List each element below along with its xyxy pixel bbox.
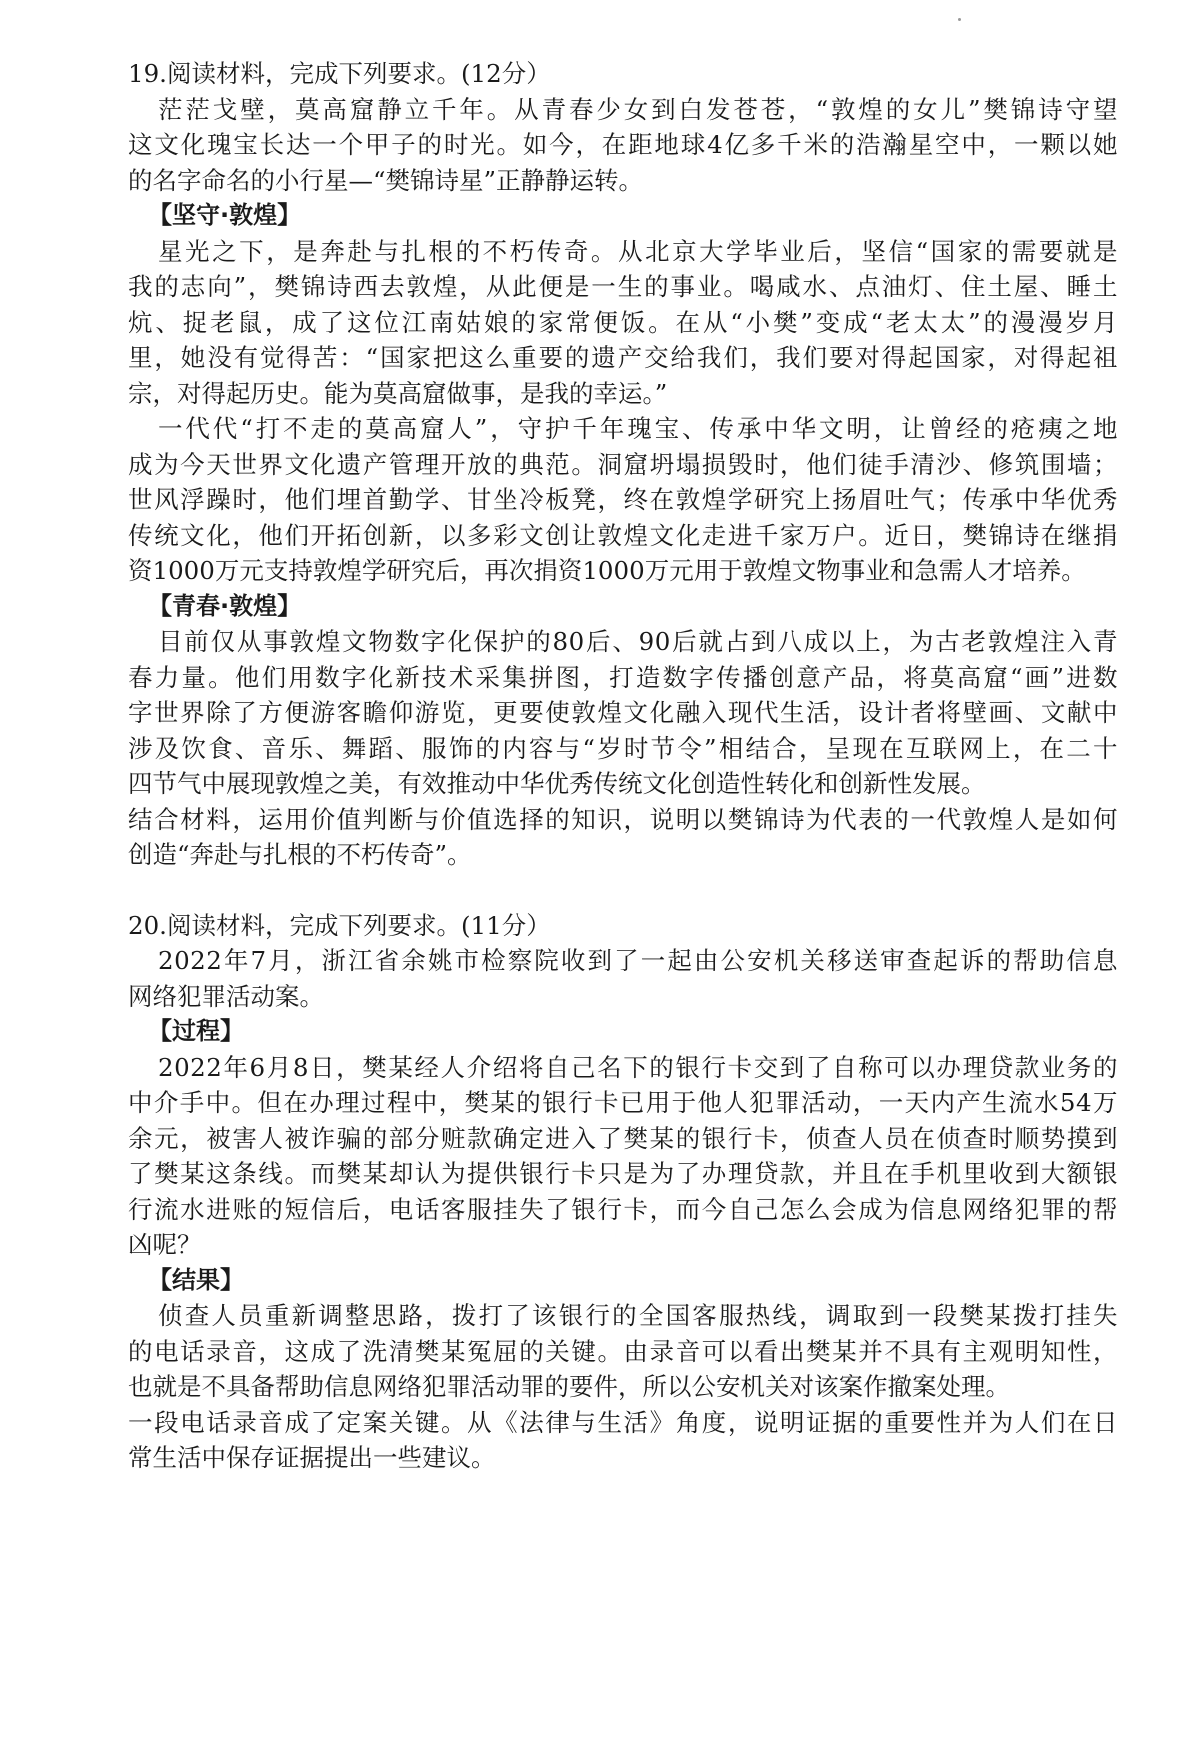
q20-text-line: 余元，被害人被诈骗的部分赃款确定进入了樊某的银行卡，侦查人员在侦查时顺势摸到	[128, 1123, 1118, 1153]
q19-text-line: 传统文化，他们开拓创新，以多彩文创让敦煌文化走进千家万户。近日，樊锦诗在继捐	[128, 520, 1118, 550]
q20-text-line: 行流水进账的短信后，电话客服挂失了银行卡，而今自己怎么会成为信息网络犯罪的帮	[128, 1194, 1118, 1224]
q20-section-heading-process: 【过程】	[148, 1017, 244, 1045]
question-spacer	[128, 873, 1118, 908]
q20-prompt-line: 一段电话录音成了定案关键。从《法律与生活》角度，说明证据的重要性并为人们在日	[128, 1407, 1118, 1437]
q19-section1-paragraph1	[128, 234, 1118, 412]
question-19-title: 19.阅读材料，完成下列要求。(12分）	[128, 59, 551, 88]
q19-intro-line: 这文化瑰宝长达一个甲子的时光。如今，在距地球4亿多千米的浩瀚星空中，一颗以她	[128, 130, 1118, 159]
q19-text-line: 里，她没有觉得苦：“国家把这么重要的遗产交给我们，我们要对得起国家，对得起祖	[128, 343, 1118, 372]
q19-text-line: 涉及饮食、音乐、舞蹈、服饰的内容与“岁时节令”相结合，呈现在互联网上，在二十	[128, 733, 1118, 763]
q20-question-prompt	[128, 1405, 1118, 1476]
q20-text-line: 中介手中。但在办理过程中，樊某的银行卡已用于他人犯罪活动，一天内产生流水54万	[128, 1088, 1118, 1117]
q19-section2-paragraph1	[128, 624, 1118, 802]
exam-page	[128, 56, 1118, 1476]
q19-intro	[128, 92, 1118, 199]
q20-section2-paragraph1	[128, 1298, 1118, 1405]
q19-text-line: 炕、捉老鼠，成了这位江南姑娘的家常便饭。在从“小樊”变成“老太太”的漫漫岁月	[128, 307, 1118, 337]
q19-prompt-line: 创造“奔赴与扎根的不朽传奇”。	[128, 840, 472, 869]
q19-intro-line: 茫茫戈壁，莫高窟静立千年。从青春少女到白发苍苍，“敦煌的女儿”樊锦诗守望	[158, 94, 1118, 124]
q19-text-line: 宗，对得起历史。能为莫高窟做事，是我的幸运。”	[128, 378, 668, 408]
q19-text-line: 字世界除了方便游客瞻仰游览，更要使敦煌文化融入现代生活，设计者将壁画、文献中	[128, 698, 1118, 727]
q20-text-line: 了樊某这条线。而樊某却认为提供银行卡只是为了办理贷款，并且在手机里收到大额银	[128, 1159, 1118, 1188]
q19-text-line: 星光之下，是奔赴与扎根的不朽传奇。从北京大学毕业后，坚信“国家的需要就是	[158, 236, 1118, 266]
q20-section1-paragraph1	[128, 1050, 1118, 1263]
q19-intro-line: 的名字命名的小行星—“樊锦诗星”正静静运转。	[128, 165, 644, 195]
q19-question-prompt	[128, 802, 1118, 873]
q20-text-line: 的电话录音，这成了洗清樊某冤屈的关键。由录音可以看出樊某并不具有主观明知性，	[128, 1336, 1118, 1366]
q19-section-heading-jianshou: 【坚守·敦煌】	[148, 201, 302, 229]
q19-text-line: 四节气中展现敦煌之美，有效推动中华优秀传统文化创造性转化和创新性发展。	[128, 769, 986, 798]
q19-prompt-line: 结合材料，运用价值判断与价值选择的知识，说明以樊锦诗为代表的一代敦煌人是如何	[128, 804, 1118, 834]
q19-text-line: 目前仅从事敦煌文物数字化保护的80后、90后就占到八成以上，为古老敦煌注入青	[158, 627, 1118, 656]
q19-section1-paragraph2	[128, 411, 1118, 589]
q19-text-line: 我的志向”，樊锦诗西去敦煌，从此便是一生的事业。喝咸水、点油灯、住土屋、睡土	[128, 272, 1118, 301]
q19-text-line: 世风浮躁时，他们埋首勤学、甘坐冷板凳，终在敦煌学研究上扬眉吐气；传承中华优秀	[128, 485, 1118, 514]
q19-text-line: 春力量。他们用数字化新技术采集拼图，打造数字传播创意产品，将莫高窟“画”进数	[128, 662, 1118, 692]
question-19	[128, 56, 1118, 873]
q19-text-line: 一代代“打不走的莫高窟人”，守护千年瑰宝、传承中华文明，让曾经的疮痍之地	[158, 414, 1118, 443]
q20-intro-line: 网络犯罪活动案。	[128, 981, 324, 1011]
q19-section-heading-qingchun: 【青春·敦煌】	[148, 591, 302, 620]
question-20	[128, 908, 1118, 1476]
q19-text-line: 资1000万元支持敦煌学研究后，再次捐资1000万元用于敦煌文物事业和急需人才培养。	[128, 556, 1086, 585]
q20-prompt-line: 常生活中保存证据提出一些建议。	[128, 1443, 496, 1472]
q20-text-line: 2022年6月8日，樊某经人介绍将自己名下的银行卡交到了自称可以办理贷款业务的	[158, 1052, 1118, 1082]
question-20-title: 20.阅读材料，完成下列要求。(11分）	[128, 910, 551, 940]
q20-section-heading-result: 【结果】	[148, 1265, 244, 1294]
q20-text-line: 侦查人员重新调整思路，拨打了该银行的全国客服热线，调取到一段樊某拨打挂失	[158, 1301, 1118, 1330]
scan-speck	[958, 18, 961, 21]
q20-text-line: 也就是不具备帮助信息网络犯罪活动罪的要件，所以公安机关对该案作撤案处理。	[128, 1372, 1010, 1401]
q19-text-line: 成为今天世界文化遗产管理开放的典范。洞窟坍塌损毁时，他们徒手清沙、修筑围墙；	[128, 449, 1118, 479]
q20-intro-line: 2022年7月，浙江省余姚市检察院收到了一起由公安机关移送审查起诉的帮助信息	[158, 946, 1118, 975]
q20-text-line: 凶呢？	[128, 1230, 202, 1259]
q20-intro	[128, 943, 1118, 1014]
